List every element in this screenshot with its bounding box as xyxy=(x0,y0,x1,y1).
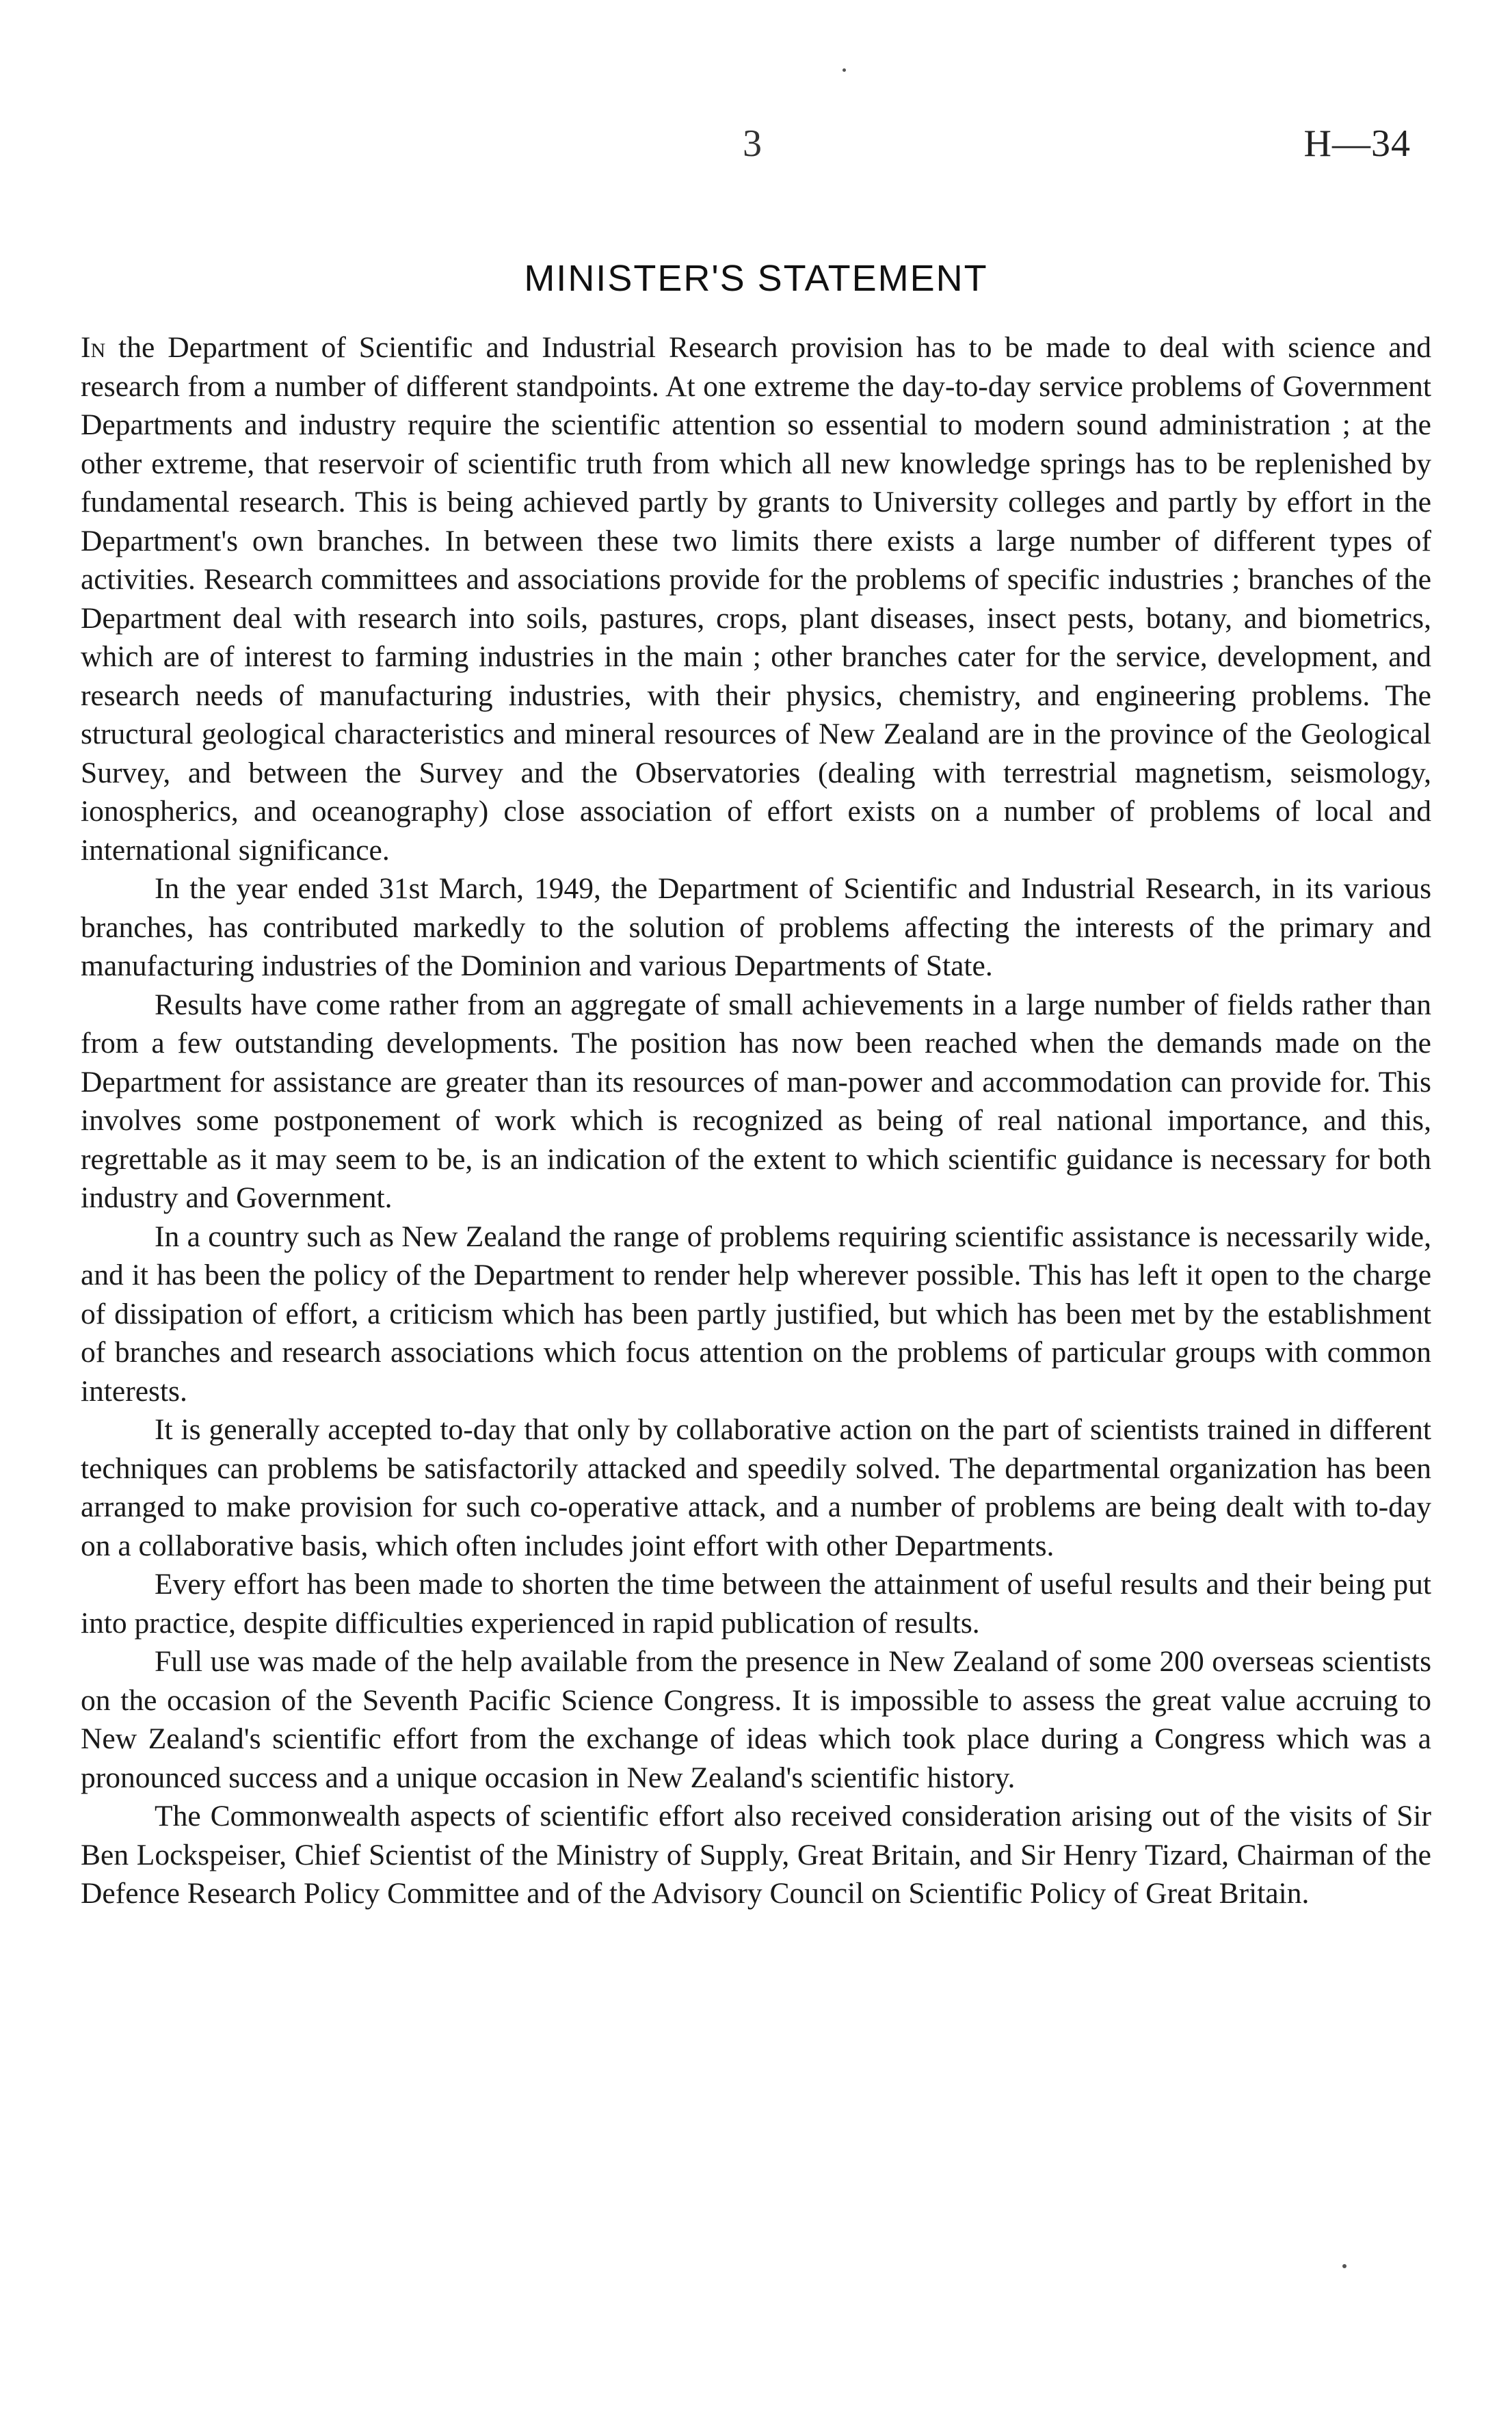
paragraph-3: Results have come rather from an aggregate of small achievements in a large number of fields rather than from a few outstanding developments. The position has now been reached when the demands made on the Department for assistance are greater than its resources of man-power and accommodation can provide for. This involves some postponement of work which is recognized as being of real national importance, and this, regrettable as it may seem to be, is an indication of the extent to which scientific guidance is necessary for both industry and Government. xyxy=(81,988,1431,1214)
page-number: 3 xyxy=(743,122,762,165)
paragraph-4: In a country such as New Zealand the range of problems requiring scientific assistance is necessarily wide, and it has been the policy of the Department to render help wherever possible. This has left it open to the charge of dissipation of effort, a criticism which has been partly justified, but which has been met by the establishment of branches and research associations which focus attention on the problems of particular groups with common interests. xyxy=(81,1220,1431,1408)
paragraph-5: It is generally accepted to-day that only by collaborative action on the part of scientists trained in different techniques can problems be satisfactorily attacked and speedily solved. The departmental organization has been arranged to make provision for such co-operative attack, and a number of problems are being dealt with to-day on a collaborative basis, which often includes joint effort with other Departments. xyxy=(81,1413,1431,1562)
paragraph-1-lead-word: In xyxy=(81,331,106,364)
document-reference: H—34 xyxy=(1303,122,1411,165)
scan-speck-bottom xyxy=(1342,2264,1347,2268)
paragraph-6: Every effort has been made to shorten the time between the attainment of useful results and their being put into practice, despite difficulties experienced in rapid publication of results. xyxy=(81,1568,1431,1640)
paragraph-1 xyxy=(81,328,1431,869)
scan-speck-top xyxy=(843,68,846,72)
paragraph-1-text: the Department of Scientific and Industrial Research provision has to be made to deal with science and research from a number of different standpoints. At one extreme the day-to-day service problems of Government Departments and industry require the scientific attention so essential to modern sound administration ; at the other extreme, that reservoir of scientific truth from which all new knowledge springs has to be replenished by fundamental research. This is being achieved partly by grants to University colleges and partly by effort in the Department's own branches. In between these two limits there exists a large number of different types of activities. Research committees and associations provide for the problems of specific industries ; branches of the Department deal with research into soils, pastures, crops, plant diseases, insect pests, botany, and biometrics, which are of interest to farming industries in the main ; other branches cater for the service, development, and research needs of manufacturing industries, with their physics, chemistry, and engineering problems. The structural geological characteristics and mineral resources of New Zealand are in the province of the Geological Survey, and between the Survey and the Observatories (dealing with terrestrial magnetism, seismology, ionospherics, and oceanography) close association of effort exists on a number of problems of local and international significance. xyxy=(81,331,1431,867)
paragraph-7: Full use was made of the help available from the presence in New Zealand of some 200 overseas scientists on the occasion of the Seventh Pacific Science Congress. It is impossible to assess the great value accruing to New Zealand's scientific effort from the exchange of ideas which took place during a Congress which was a pronounced success and a unique occasion in New Zealand's scientific history. xyxy=(81,1645,1431,1794)
paragraph-8: The Commonwealth aspects of scientific effort also received consideration arising out of the visits of Sir Ben Lockspeiser, Chief Scientist of the Ministry of Supply, Great Britain, and Sir Henry Tizard, Chairman of the Defence Research Policy Committee and of the Advisory Council on Scientific Policy of Great Britain. xyxy=(81,1800,1431,1910)
paragraph-2: In the year ended 31st March, 1949, the Department of Scientific and Industrial Research, in its various branches, has contributed markedly to the solution of problems affecting the interests of the primary and manufacturing industries of the Dominion and various Departments of State. xyxy=(81,872,1431,982)
page-title: MINISTER'S STATEMENT xyxy=(524,258,988,299)
body-text xyxy=(81,328,1431,1913)
